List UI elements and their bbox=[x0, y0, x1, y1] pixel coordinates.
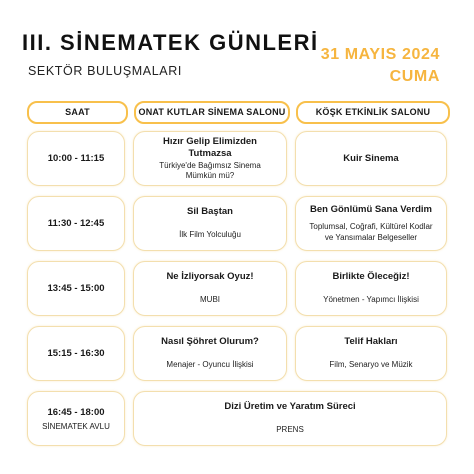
session-kosk-1 bbox=[295, 131, 447, 186]
event-date bbox=[321, 44, 440, 88]
column-header-time: SAAT bbox=[27, 101, 128, 124]
session-title: Dizi Üretim ve Yaratım Süreci bbox=[224, 401, 356, 413]
session-onat-2 bbox=[133, 196, 287, 251]
location-label: SİNEMATEK AVLU bbox=[42, 421, 110, 431]
session-kosk-2 bbox=[295, 196, 447, 251]
session-onat-1 bbox=[133, 131, 287, 186]
page-title: III. SİNEMATEK GÜNLERİ bbox=[22, 30, 319, 55]
time-cell-4 bbox=[27, 326, 125, 381]
session-kosk-4 bbox=[295, 326, 447, 381]
session-title: Nasıl Şöhret Olurum? bbox=[161, 336, 259, 348]
session-onat-4 bbox=[133, 326, 287, 381]
time-slot: 13:45 - 15:00 bbox=[47, 283, 105, 294]
time-cell-5 bbox=[27, 391, 125, 446]
session-merged-5 bbox=[133, 391, 447, 446]
session-subtitle: Mümkün mü? bbox=[185, 171, 235, 180]
session-subtitle: PRENS bbox=[276, 425, 304, 435]
time-cell-2 bbox=[27, 196, 125, 251]
day-line: CUMA bbox=[389, 68, 440, 85]
session-subtitle: Film, Senaryo ve Müzik bbox=[329, 360, 413, 370]
session-onat-3 bbox=[133, 261, 287, 316]
session-subtitle: MUBI bbox=[200, 295, 220, 305]
session-title: Birlikte Öleceğiz! bbox=[332, 271, 410, 283]
time-slot: 11:30 - 12:45 bbox=[47, 218, 105, 229]
page-subtitle: SEKTÖR BULUŞMALARI bbox=[28, 64, 182, 78]
column-header-kosk: KÖŞK ETKİNLİK SALONU bbox=[296, 101, 450, 124]
session-title: Hızır Gelip Elimizden bbox=[163, 135, 257, 147]
session-subtitle: ve Yansımalar Belgeseller bbox=[324, 232, 418, 242]
session-title: Ben Gönlümü Sana Verdim bbox=[310, 204, 432, 215]
session-title: Sil Baştan bbox=[187, 206, 233, 218]
session-subtitle: İlk Film Yolculuğu bbox=[179, 230, 241, 240]
time-slot: 15:15 - 16:30 bbox=[47, 348, 105, 359]
time-slot: 10:00 - 11:15 bbox=[47, 153, 105, 164]
session-kosk-3 bbox=[295, 261, 447, 316]
session-title: Kuir Sinema bbox=[343, 152, 399, 164]
time-slot: 16:45 - 18:00 bbox=[47, 406, 105, 418]
time-cell-1 bbox=[27, 131, 125, 186]
date-line: 31 MAYIS 2024 bbox=[320, 46, 440, 63]
session-subtitle: Toplumsal, Coğrafi, Kültürel Kodlar bbox=[309, 222, 433, 231]
column-header-onat: ONAT KUTLAR SİNEMA SALONU bbox=[134, 101, 290, 124]
session-subtitle: Menajer - Oyuncu İlişkisi bbox=[166, 360, 254, 370]
session-title: Telif Hakları bbox=[344, 336, 398, 348]
time-cell-3 bbox=[27, 261, 125, 316]
session-subtitle: Yönetmen - Yapımcı İlişkisi bbox=[323, 295, 419, 305]
session-title: Tutmazsa bbox=[188, 147, 232, 159]
session-subtitle: Türkiye'de Bağımsız Sinema bbox=[159, 160, 261, 170]
session-title: Ne İzliyorsak Oyuz! bbox=[166, 271, 254, 283]
